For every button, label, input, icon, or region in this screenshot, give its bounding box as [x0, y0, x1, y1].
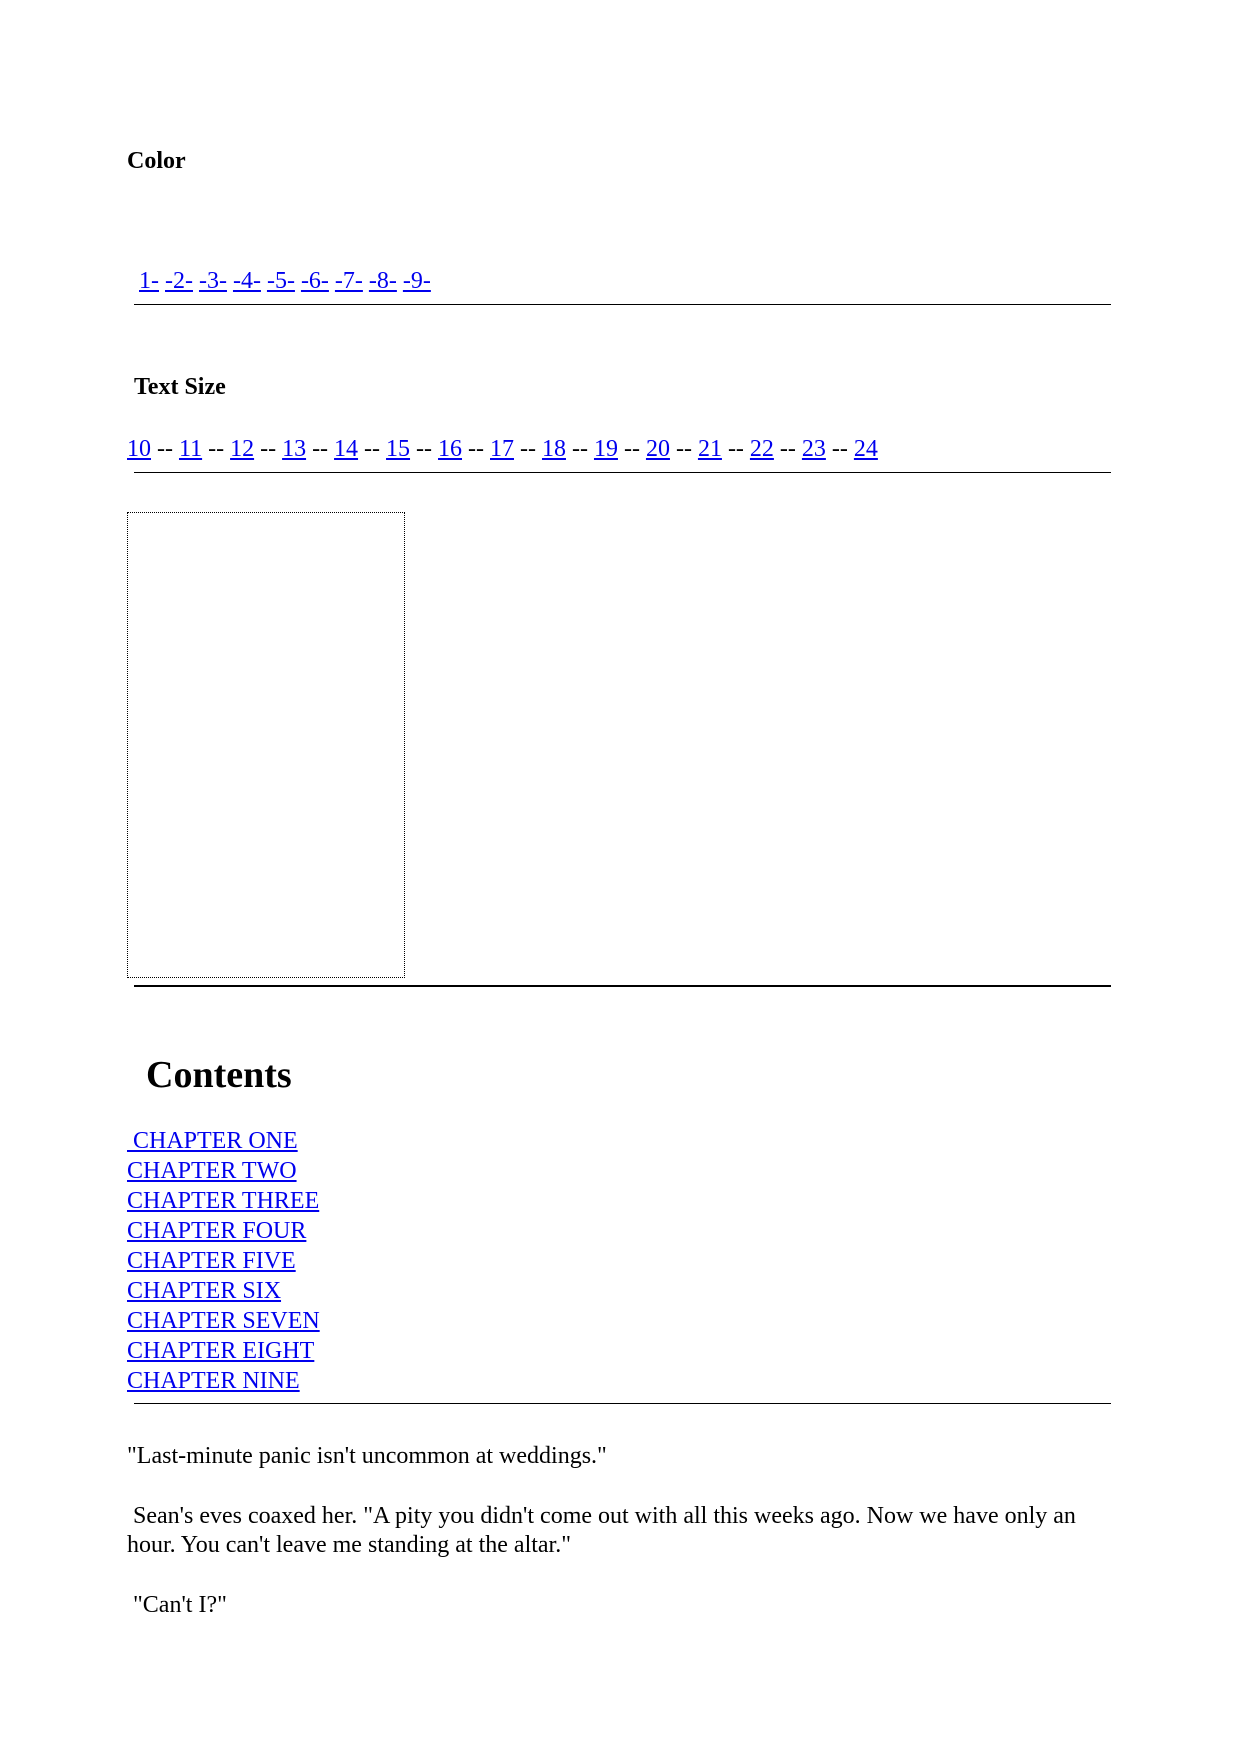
toc-item — [127, 1216, 320, 1246]
size-separator: -- — [416, 436, 433, 462]
toc-item — [127, 1336, 320, 1366]
divider — [134, 304, 1111, 305]
toc-item — [127, 1366, 320, 1396]
size-separator: -- — [623, 436, 640, 462]
text-size-link-19[interactable]: 19 — [593, 436, 618, 462]
toc-item — [127, 1126, 320, 1156]
size-separator: -- — [468, 436, 484, 462]
size-separator: -- — [312, 436, 329, 462]
text-size-link-12[interactable]: 12 — [230, 436, 255, 462]
size-separator: -- — [208, 436, 225, 462]
text-size-link-10[interactable]: 10 — [127, 436, 151, 462]
size-separator: -- — [520, 436, 536, 462]
text-size-link-21[interactable]: 21 — [697, 436, 722, 462]
contents-heading: Contents — [146, 1054, 292, 1096]
text-size-link-14[interactable]: 14 — [334, 436, 359, 462]
toc-item — [127, 1246, 320, 1276]
color-links — [127, 236, 431, 296]
color-link-7[interactable]: -7- — [334, 268, 363, 294]
chapter-link-seven[interactable]: CHAPTER SEVEN — [127, 1308, 320, 1334]
chapter-link-nine[interactable]: CHAPTER NINE — [127, 1368, 300, 1394]
chapter-link-six[interactable]: CHAPTER SIX — [127, 1278, 282, 1304]
chapter-link-five[interactable]: CHAPTER FIVE — [127, 1248, 296, 1274]
chapter-link-two[interactable]: CHAPTER TWO — [127, 1158, 297, 1184]
toc-item — [127, 1276, 320, 1306]
size-separator: -- — [157, 436, 173, 462]
size-separator: -- — [675, 436, 692, 462]
divider — [134, 985, 1111, 987]
cover-image-placeholder — [127, 512, 405, 978]
text-size-link-11[interactable]: 11 — [178, 436, 203, 462]
size-separator: -- — [260, 436, 277, 462]
toc-item — [127, 1156, 320, 1186]
text-size-link-15[interactable]: 15 — [386, 436, 411, 462]
text-size-link-23[interactable]: 23 — [801, 436, 826, 462]
divider — [134, 472, 1111, 473]
text-size-link-13[interactable]: 13 — [282, 436, 307, 462]
size-separator: -- — [779, 436, 796, 462]
text-size-link-22[interactable]: 22 — [749, 436, 774, 462]
table-of-contents — [127, 1126, 320, 1396]
color-link-9[interactable]: -9- — [402, 268, 431, 294]
story-paragraph: Sean's eves coaxed her. "A pity you didn't come out with all this weeks ago. Now we have only an hour. You can't leave me standing at the altar." — [127, 1503, 1082, 1558]
color-link-5[interactable]: -5- — [266, 268, 295, 294]
chapter-link-three[interactable]: CHAPTER THREE — [127, 1188, 320, 1214]
size-separator: -- — [364, 436, 381, 462]
text-size-link-16[interactable]: 16 — [438, 436, 463, 462]
toc-item — [127, 1306, 320, 1336]
text-size-link-24[interactable]: 24 — [853, 436, 878, 462]
story-paragraph: "Can't I?" — [127, 1592, 227, 1618]
toc-item — [127, 1186, 320, 1216]
divider — [134, 1403, 1111, 1404]
text-size-link-20[interactable]: 20 — [645, 436, 670, 462]
color-heading: Color — [127, 148, 186, 174]
color-link-2[interactable]: -2- — [165, 268, 193, 294]
text-size-heading: Text Size — [134, 374, 226, 400]
chapter-link-four[interactable]: CHAPTER FOUR — [127, 1218, 307, 1244]
size-separator: -- — [571, 436, 588, 462]
color-link-1[interactable]: 1- — [139, 268, 159, 294]
color-link-3[interactable]: -3- — [198, 268, 227, 294]
text-size-links — [127, 434, 878, 464]
color-link-4[interactable]: -4- — [232, 268, 261, 294]
text-size-link-17[interactable]: 17 — [490, 436, 514, 462]
color-link-8[interactable]: -8- — [368, 268, 397, 294]
color-link-6[interactable]: -6- — [300, 268, 329, 294]
story-paragraph: "Last-minute panic isn't uncommon at weddings." — [127, 1443, 607, 1469]
chapter-link-eight[interactable]: CHAPTER EIGHT — [127, 1338, 315, 1364]
chapter-link-one[interactable]: CHAPTER ONE — [127, 1128, 298, 1154]
size-separator: -- — [727, 436, 744, 462]
size-separator: -- — [831, 436, 848, 462]
text-size-link-18[interactable]: 18 — [541, 436, 566, 462]
